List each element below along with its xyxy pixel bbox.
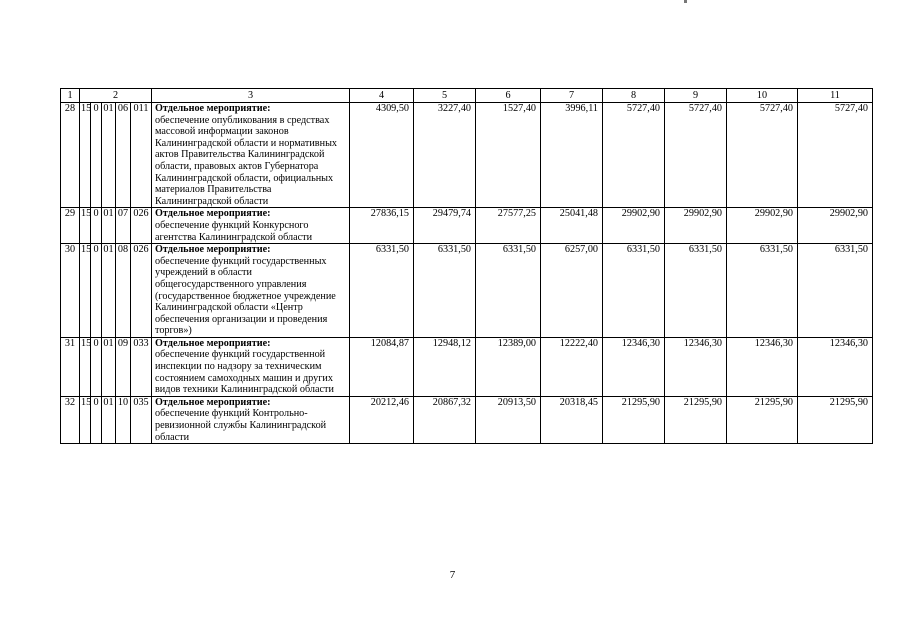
code-event: 07 (116, 208, 131, 244)
header-cell-4: 4 (350, 89, 414, 103)
value-col-8: 5727,40 (603, 103, 665, 208)
event-text: обеспечение функций Конкурсного агентства Калининградской области (155, 219, 313, 243)
code-section: 01 (102, 396, 116, 443)
table-row (61, 396, 873, 443)
code-grbs: 035 (131, 396, 152, 443)
code-grbs: 011 (131, 103, 152, 208)
header-cell-6: 6 (476, 89, 541, 103)
value-col-6: 20913,50 (476, 396, 541, 443)
value-col-7: 25041,48 (541, 208, 603, 244)
code-section: 01 (102, 208, 116, 244)
header-row (61, 89, 873, 103)
event-description (152, 208, 350, 244)
code-event: 10 (116, 396, 131, 443)
value-col-6: 12389,00 (476, 337, 541, 396)
value-col-6: 6331,50 (476, 244, 541, 338)
row-number: 32 (61, 396, 80, 443)
header-cell-7: 7 (541, 89, 603, 103)
value-col-10: 5727,40 (727, 103, 798, 208)
event-title: Отдельное мероприятие: (155, 244, 271, 256)
header-cell-5: 5 (414, 89, 476, 103)
value-col-7: 20318,45 (541, 396, 603, 443)
value-col-10: 6331,50 (727, 244, 798, 338)
page-number: 7 (449, 569, 456, 581)
value-col-11: 6331,50 (798, 244, 873, 338)
header-cell-1: 1 (61, 89, 80, 103)
value-col-9: 6331,50 (665, 244, 727, 338)
code-section: 01 (102, 337, 116, 396)
value-col-10: 12346,30 (727, 337, 798, 396)
value-col-4: 27836,15 (350, 208, 414, 244)
event-description (152, 396, 350, 443)
code-grbs: 026 (131, 208, 152, 244)
value-col-8: 29902,90 (603, 208, 665, 244)
value-col-11: 21295,90 (798, 396, 873, 443)
value-col-9: 29902,90 (665, 208, 727, 244)
event-text: обеспечение функций государственной инспекции по надзору за техническим состоянием самоходных машин и других видов техники Калининградской области (155, 349, 334, 396)
value-col-5: 3227,40 (414, 103, 476, 208)
value-col-5: 20867,32 (414, 396, 476, 443)
header-cell-3: 3 (152, 89, 350, 103)
value-col-9: 12346,30 (665, 337, 727, 396)
row-number: 29 (61, 208, 80, 244)
value-col-9: 21295,90 (665, 396, 727, 443)
value-col-5: 6331,50 (414, 244, 476, 338)
value-col-8: 6331,50 (603, 244, 665, 338)
header-cell-8: 8 (603, 89, 665, 103)
event-title: Отдельное мероприятие: (155, 103, 271, 114)
value-col-7: 12222,40 (541, 337, 603, 396)
value-col-10: 29902,90 (727, 208, 798, 244)
event-description (152, 103, 350, 208)
value-col-4: 20212,46 (350, 396, 414, 443)
table-row (61, 103, 873, 208)
code-program: 15 (80, 396, 91, 443)
row-number: 31 (61, 337, 80, 396)
value-col-7: 3996,11 (541, 103, 603, 208)
code-subprogram: 0 (91, 103, 102, 208)
code-subprogram: 0 (91, 244, 102, 338)
table-row (61, 337, 873, 396)
table-row (61, 244, 873, 338)
value-col-6: 1527,40 (476, 103, 541, 208)
code-section: 01 (102, 103, 116, 208)
code-event: 08 (116, 244, 131, 338)
value-col-4: 12084,87 (350, 337, 414, 396)
value-col-9: 5727,40 (665, 103, 727, 208)
value-col-11: 12346,30 (798, 337, 873, 396)
code-program: 15 (80, 244, 91, 338)
event-description (152, 244, 350, 338)
value-col-6: 27577,25 (476, 208, 541, 244)
value-col-5: 29479,74 (414, 208, 476, 244)
event-title: Отдельное мероприятие: (155, 337, 271, 349)
scan-mark (684, 0, 687, 3)
value-col-8: 12346,30 (603, 337, 665, 396)
header-cell-9: 9 (665, 89, 727, 103)
event-description (152, 337, 350, 396)
value-col-11: 5727,40 (798, 103, 873, 208)
code-event: 09 (116, 337, 131, 396)
code-grbs: 033 (131, 337, 152, 396)
table-row (61, 208, 873, 244)
code-section: 01 (102, 244, 116, 338)
header-cell-2: 2 (80, 89, 152, 103)
row-number: 28 (61, 103, 80, 208)
event-title: Отдельное мероприятие: (155, 396, 271, 408)
value-col-8: 21295,90 (603, 396, 665, 443)
event-text: обеспечение функций государственных учреждений в области общегосударственного управления (государственное бюджетное учреждение Калининградской области «Центр обеспечения организации и проведения торгов») (155, 255, 336, 337)
value-col-10: 21295,90 (727, 396, 798, 443)
code-program: 15 (80, 337, 91, 396)
value-col-11: 29902,90 (798, 208, 873, 244)
code-subprogram: 0 (91, 337, 102, 396)
code-grbs: 026 (131, 244, 152, 338)
header-cell-11: 11 (798, 89, 873, 103)
row-number: 30 (61, 244, 80, 338)
code-subprogram: 0 (91, 396, 102, 443)
header-cell-10: 10 (727, 89, 798, 103)
code-subprogram: 0 (91, 208, 102, 244)
budget-table (60, 88, 873, 444)
code-event: 06 (116, 103, 131, 208)
code-program: 15 (80, 208, 91, 244)
value-col-4: 6331,50 (350, 244, 414, 338)
value-col-5: 12948,12 (414, 337, 476, 396)
event-title: Отдельное мероприятие: (155, 208, 271, 220)
value-col-4: 4309,50 (350, 103, 414, 208)
event-text: обеспечение функций Контрольно-ревизионной службы Калининградской области (155, 408, 327, 443)
code-program: 15 (80, 103, 91, 208)
value-col-7: 6257,00 (541, 244, 603, 338)
event-text: обеспечение опубликования в средствах массовой информации законов Калининградской области и нормативных актов Правительства Калининградской области, правовых актов Губернатора Калининградской области, официальных материалов Правительства Калининградской области (155, 114, 338, 207)
